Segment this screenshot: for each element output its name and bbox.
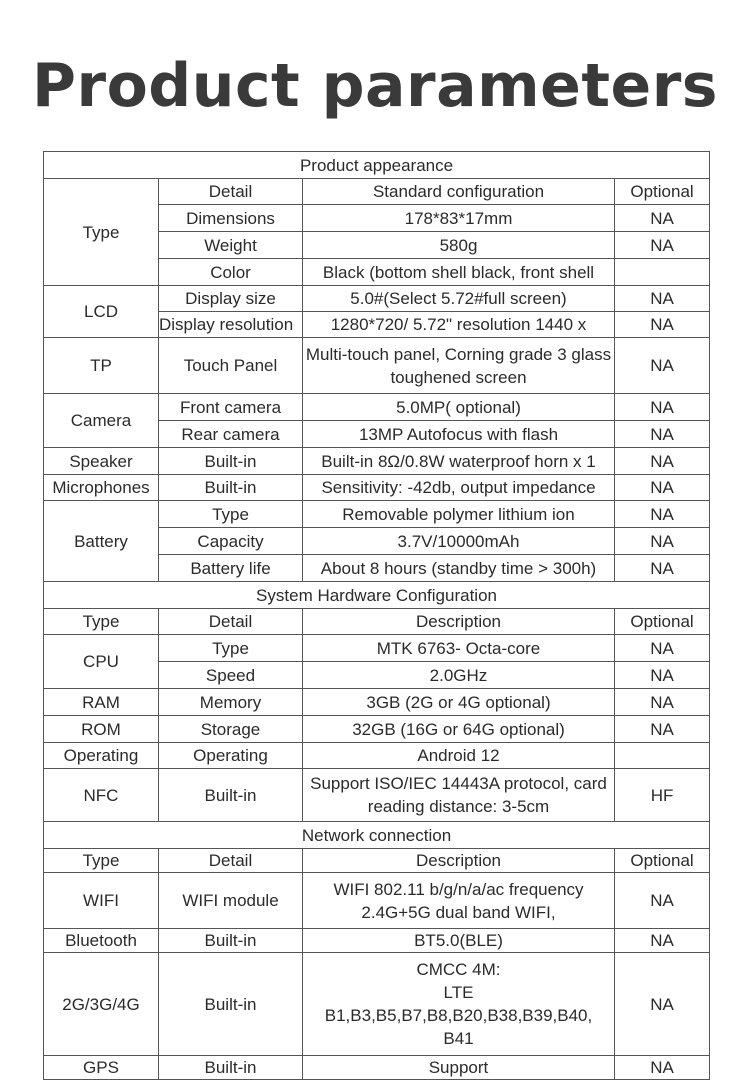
optional-cell: NA — [615, 953, 710, 1056]
type-cell: NFC — [44, 769, 159, 822]
section-title-network: Network connection — [44, 822, 710, 849]
optional-cell: NA — [615, 338, 710, 394]
table-row — [44, 501, 710, 528]
detail-cell: Built-in — [159, 929, 303, 953]
description-cell: Android 12 — [303, 743, 615, 769]
spec-table — [43, 151, 710, 1080]
header-cell: Detail — [159, 179, 303, 205]
description-line: B41 — [443, 1029, 474, 1048]
table-row — [44, 475, 710, 501]
optional-cell: NA — [615, 1056, 710, 1080]
table-row — [44, 769, 710, 822]
optional-cell: NA — [615, 635, 710, 662]
description-cell: Support ISO/IEC 14443A protocol, card reading distance: 3-5cm — [303, 769, 615, 822]
table-row — [44, 179, 710, 205]
description-cell: About 8 hours (standby time > 300h) — [303, 555, 615, 582]
optional-cell: NA — [615, 475, 710, 501]
optional-cell: NA — [615, 716, 710, 743]
detail-cell: Built-in — [159, 953, 303, 1056]
section-row-network — [44, 822, 710, 849]
section-row-hardware — [44, 582, 710, 609]
header-cell: Description — [303, 849, 615, 873]
header-cell: Description — [303, 609, 615, 635]
detail-cell: Operating — [159, 743, 303, 769]
optional-cell: NA — [615, 232, 710, 259]
description-cell: WIFI 802.11 b/g/n/a/ac frequency 2.4G+5G dual band WIFI, — [303, 873, 615, 929]
detail-cell: Capacity — [159, 528, 303, 555]
type-cell: Bluetooth — [44, 929, 159, 953]
description-cell: MTK 6763- Octa-core — [303, 635, 615, 662]
header-cell: Type — [44, 849, 159, 873]
detail-cell: Built-in — [159, 448, 303, 475]
description-cell: Built-in 8Ω/0.8W waterproof horn x 1 — [303, 448, 615, 475]
row-group-camera: Camera — [44, 394, 159, 448]
description-line: CMCC 4M: — [416, 960, 501, 979]
description-cell: 178*83*17mm — [303, 205, 615, 232]
type-cell: GPS — [44, 1056, 159, 1080]
page-title: Product parameters — [32, 51, 718, 121]
detail-cell: Built-in — [159, 769, 303, 822]
detail-cell: Dimensions — [159, 205, 303, 232]
table-row — [44, 1056, 710, 1080]
description-cell — [303, 953, 615, 1056]
table-row — [44, 716, 710, 743]
detail-cell: Weight — [159, 232, 303, 259]
optional-cell: NA — [615, 312, 710, 338]
description-cell: 580g — [303, 232, 615, 259]
header-cell: Type — [44, 609, 159, 635]
detail-cell: Storage — [159, 716, 303, 743]
row-group-cpu: CPU — [44, 635, 159, 689]
detail-cell: Rear camera — [159, 421, 303, 448]
table-row — [44, 635, 710, 662]
table-row — [44, 338, 710, 394]
optional-cell: HF — [615, 769, 710, 822]
description-cell: 1280*720/ 5.72" resolution 1440 x — [303, 312, 615, 338]
header-row — [44, 609, 710, 635]
description-cell: 3GB (2G or 4G optional) — [303, 689, 615, 716]
description-cell: Black (bottom shell black, front shell — [303, 259, 615, 286]
optional-cell: NA — [615, 929, 710, 953]
type-cell: TP — [44, 338, 159, 394]
optional-cell: NA — [615, 873, 710, 929]
type-cell: RAM — [44, 689, 159, 716]
description-cell: 2.0GHz — [303, 662, 615, 689]
description-cell: 5.0#(Select 5.72#full screen) — [303, 286, 615, 312]
table-row — [44, 929, 710, 953]
description-cell: 3.7V/10000mAh — [303, 528, 615, 555]
optional-cell: NA — [615, 528, 710, 555]
optional-cell — [615, 743, 710, 769]
section-title-appearance: Product appearance — [44, 152, 710, 179]
header-cell: Optional — [615, 179, 710, 205]
description-cell: 32GB (16G or 64G optional) — [303, 716, 615, 743]
header-cell: Detail — [159, 849, 303, 873]
table-row — [44, 873, 710, 929]
section-row-appearance — [44, 152, 710, 179]
detail-cell: WIFI module — [159, 873, 303, 929]
detail-cell: Speed — [159, 662, 303, 689]
description-cell: Multi-touch panel, Corning grade 3 glass toughened screen — [303, 338, 615, 394]
table-row — [44, 394, 710, 421]
optional-cell: NA — [615, 286, 710, 312]
description-line: B1,B3,B5,B7,B8,B20,B38,B39,B40, — [324, 1006, 593, 1025]
description-line: LTE — [443, 983, 474, 1002]
optional-cell: NA — [615, 421, 710, 448]
optional-cell: NA — [615, 205, 710, 232]
detail-cell: Color — [159, 259, 303, 286]
detail-cell: Memory — [159, 689, 303, 716]
detail-cell: Type — [159, 501, 303, 528]
type-cell: WIFI — [44, 873, 159, 929]
type-cell: 2G/3G/4G — [44, 953, 159, 1056]
table-row — [44, 743, 710, 769]
table-row — [44, 953, 710, 1056]
type-cell: Microphones — [44, 475, 159, 501]
detail-cell: Built-in — [159, 1056, 303, 1080]
detail-cell: Type — [159, 635, 303, 662]
row-group-battery: Battery — [44, 501, 159, 582]
optional-cell: NA — [615, 394, 710, 421]
optional-cell: NA — [615, 501, 710, 528]
optional-cell: NA — [615, 662, 710, 689]
section-title-hardware: System Hardware Configuration — [44, 582, 710, 609]
description-cell: Removable polymer lithium ion — [303, 501, 615, 528]
description-cell: Support — [303, 1056, 615, 1080]
table-row — [44, 286, 710, 312]
detail-cell: Battery life — [159, 555, 303, 582]
detail-cell: Display resolution — [159, 312, 303, 338]
optional-cell — [615, 259, 710, 286]
header-row — [44, 849, 710, 873]
description-cell: 13MP Autofocus with flash — [303, 421, 615, 448]
optional-cell: NA — [615, 448, 710, 475]
detail-cell: Built-in — [159, 475, 303, 501]
type-cell: Speaker — [44, 448, 159, 475]
row-group-lcd: LCD — [44, 286, 159, 338]
description-cell: 5.0MP( optional) — [303, 394, 615, 421]
header-cell: Optional — [615, 609, 710, 635]
detail-cell: Touch Panel — [159, 338, 303, 394]
header-cell: Standard configuration — [303, 179, 615, 205]
table-row — [44, 448, 710, 475]
description-cell: BT5.0(BLE) — [303, 929, 615, 953]
header-cell: Optional — [615, 849, 710, 873]
optional-cell: NA — [615, 555, 710, 582]
table-row — [44, 689, 710, 716]
row-group-type: Type — [44, 179, 159, 286]
header-cell: Detail — [159, 609, 303, 635]
optional-cell: NA — [615, 689, 710, 716]
detail-cell: Front camera — [159, 394, 303, 421]
type-cell: ROM — [44, 716, 159, 743]
type-cell: Operating — [44, 743, 159, 769]
description-cell: Sensitivity: -42db, output impedance — [303, 475, 615, 501]
detail-cell: Display size — [159, 286, 303, 312]
